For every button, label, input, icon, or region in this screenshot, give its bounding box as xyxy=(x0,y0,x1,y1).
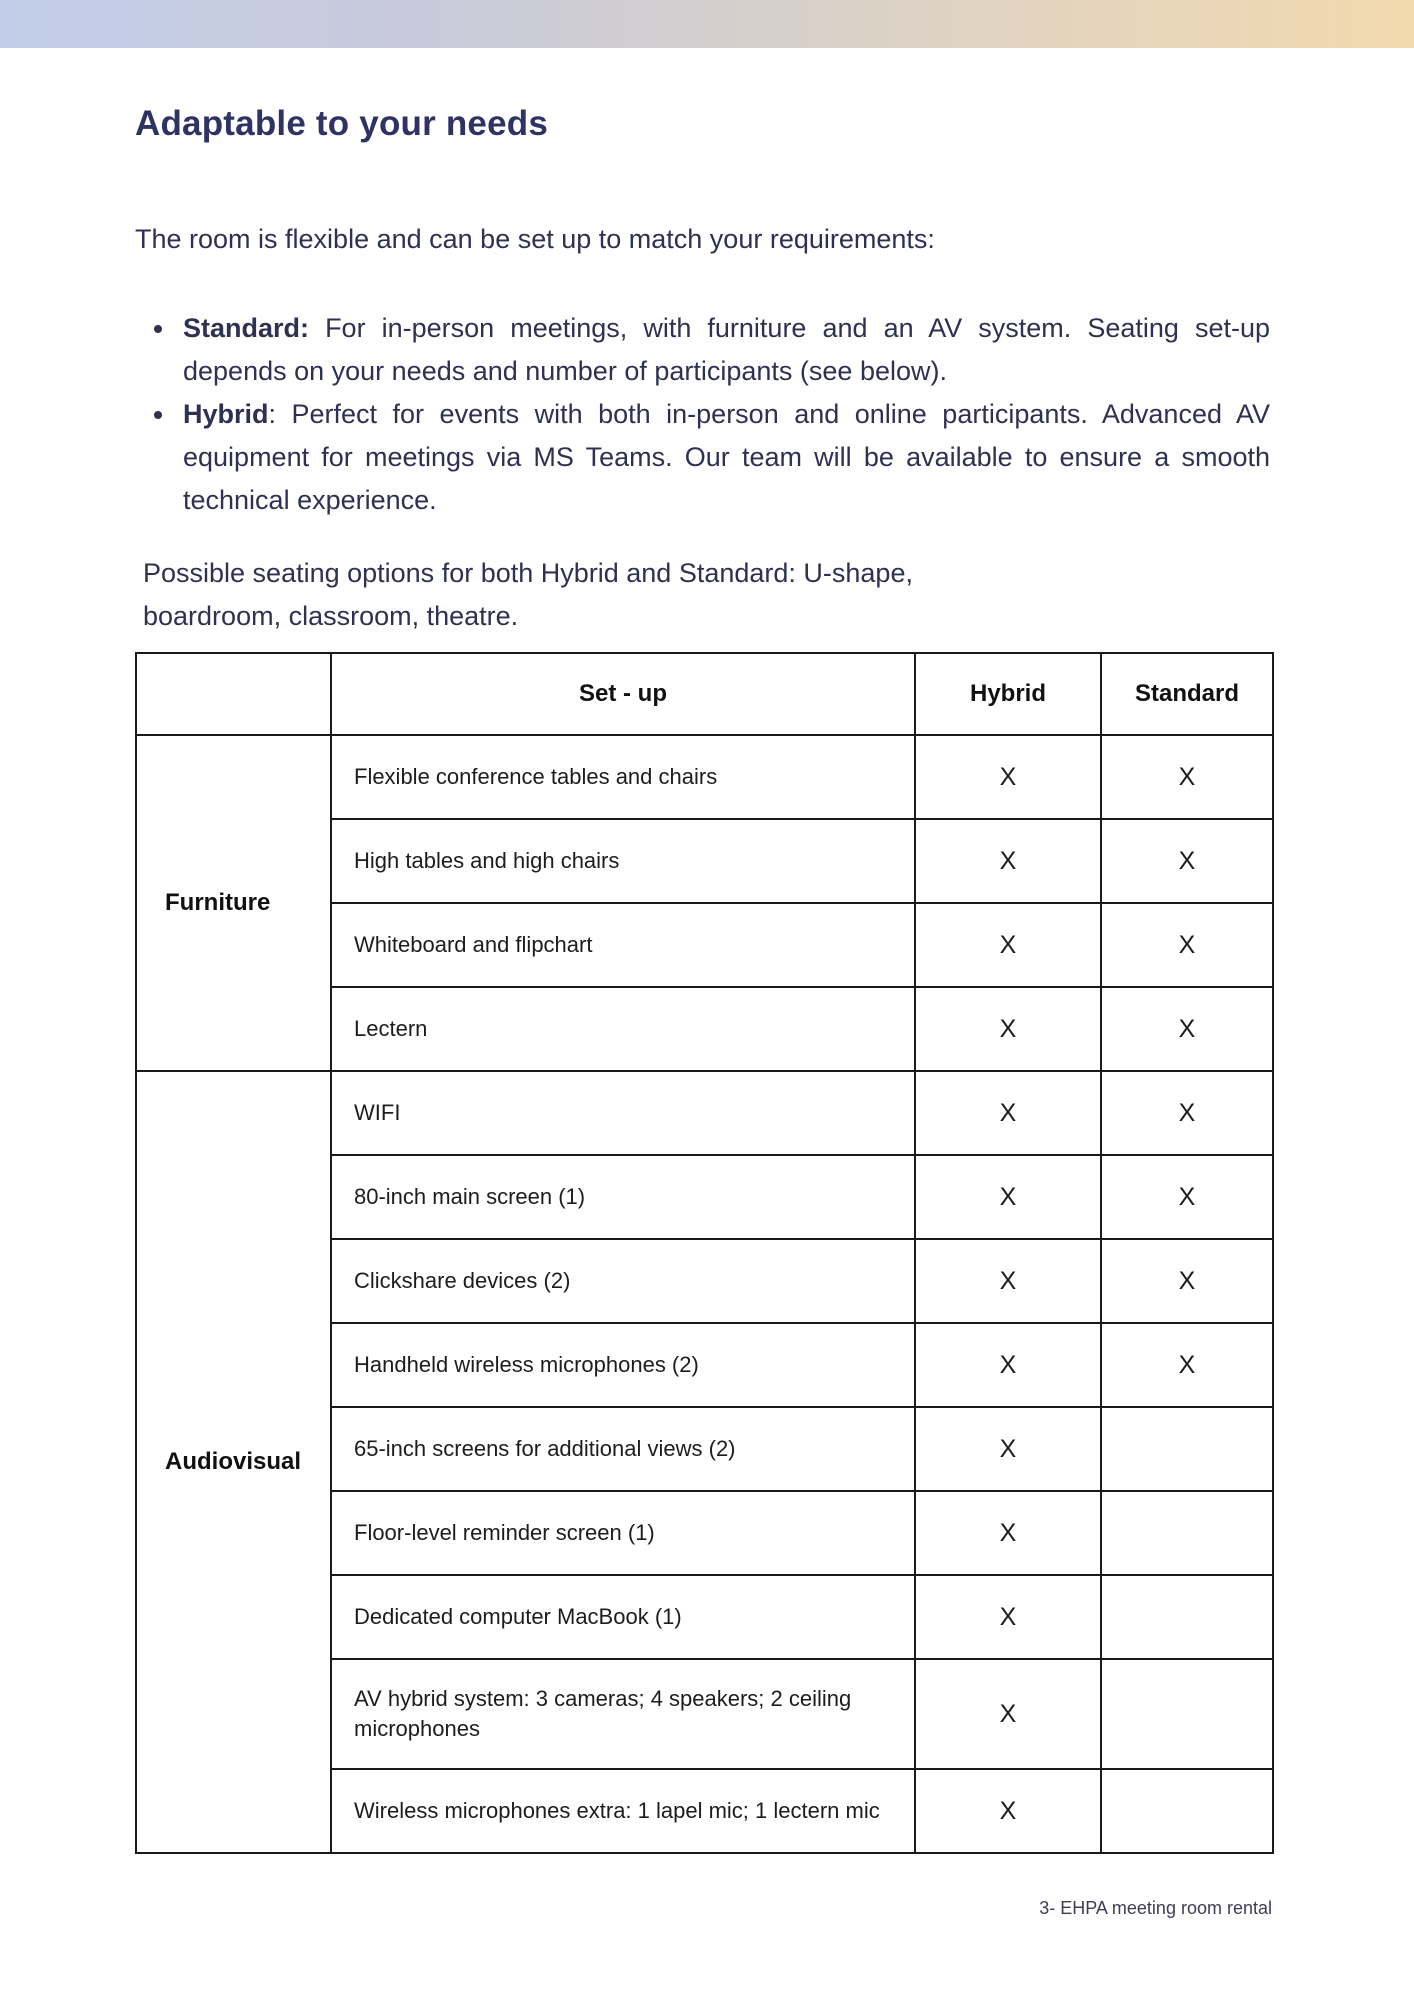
bullet-hybrid-text: : Perfect for events with both in-person and online participants. Advanced AV equipment for meetings via MS Teams. Our team will be available to ensure a smooth technical experience. xyxy=(183,399,1270,515)
setup-label-cell: Handheld wireless microphones (2) xyxy=(331,1323,915,1407)
setup-label-cell: Whiteboard and flipchart xyxy=(331,903,915,987)
standard-mark-cell: X xyxy=(1101,987,1273,1071)
setup-label-cell: 80-inch main screen (1) xyxy=(331,1155,915,1239)
page-content xyxy=(135,103,1270,1854)
standard-mark-cell xyxy=(1101,1491,1273,1575)
table-header-row xyxy=(136,653,1273,735)
equipment-table xyxy=(135,652,1274,1854)
setup-label-cell: 65-inch screens for additional views (2) xyxy=(331,1407,915,1491)
setup-label-cell: High tables and high chairs xyxy=(331,819,915,903)
setup-label-cell: WIFI xyxy=(331,1071,915,1155)
bullet-hybrid-lead: Hybrid xyxy=(183,399,269,429)
group-cell: Furniture xyxy=(136,735,331,1071)
page-footer: 3- EHPA meeting room rental xyxy=(1039,1898,1272,1918)
page-title: Adaptable to your needs xyxy=(135,104,548,143)
table-header-standard: Standard xyxy=(1101,653,1273,735)
setup-label-cell: Dedicated computer MacBook (1) xyxy=(331,1575,915,1659)
table-header-setup: Set - up xyxy=(331,653,915,735)
hybrid-mark-cell: X xyxy=(915,1575,1101,1659)
bullet-item-standard xyxy=(177,307,1270,393)
setup-label-cell: AV hybrid system: 3 cameras; 4 speakers; 2 ceiling microphones xyxy=(331,1659,915,1769)
hybrid-mark-cell: X xyxy=(915,819,1101,903)
standard-mark-cell: X xyxy=(1101,1071,1273,1155)
setup-label-cell: Lectern xyxy=(331,987,915,1071)
header-gradient-bar xyxy=(0,0,1414,48)
standard-mark-cell: X xyxy=(1101,735,1273,819)
hybrid-mark-cell: X xyxy=(915,1071,1101,1155)
standard-mark-cell: X xyxy=(1101,1323,1273,1407)
standard-mark-cell xyxy=(1101,1659,1273,1769)
setup-label-cell: Wireless microphones extra: 1 lapel mic; 1 lectern mic xyxy=(331,1769,915,1853)
setup-label-cell: Flexible conference tables and chairs xyxy=(331,735,915,819)
bullet-item-hybrid xyxy=(177,393,1270,522)
hybrid-mark-cell: X xyxy=(915,1407,1101,1491)
hybrid-mark-cell: X xyxy=(915,1769,1101,1853)
table-row xyxy=(136,735,1273,819)
standard-mark-cell: X xyxy=(1101,1239,1273,1323)
seating-options-paragraph: Possible seating options for both Hybrid and Standard: U-shape, boardroom, classroom, theatre. xyxy=(143,558,913,631)
standard-mark-cell: X xyxy=(1101,903,1273,987)
table-header-group xyxy=(136,653,331,735)
standard-mark-cell xyxy=(1101,1769,1273,1853)
group-cell: Audiovisual xyxy=(136,1071,331,1853)
intro-paragraph: The room is flexible and can be set up to match your requirements: xyxy=(135,224,935,254)
hybrid-mark-cell: X xyxy=(915,1659,1101,1769)
hybrid-mark-cell: X xyxy=(915,1239,1101,1323)
hybrid-mark-cell: X xyxy=(915,903,1101,987)
setup-label-cell: Floor-level reminder screen (1) xyxy=(331,1491,915,1575)
bullet-standard-lead: Standard: xyxy=(183,313,310,343)
hybrid-mark-cell: X xyxy=(915,735,1101,819)
hybrid-mark-cell: X xyxy=(915,1491,1101,1575)
hybrid-mark-cell: X xyxy=(915,1155,1101,1239)
bullet-list xyxy=(135,307,1270,522)
hybrid-mark-cell: X xyxy=(915,987,1101,1071)
standard-mark-cell: X xyxy=(1101,1155,1273,1239)
bullet-standard-text: For in-person meetings, with furniture and an AV system. Seating set-up depends on your needs and number of participants (see below). xyxy=(183,313,1270,386)
hybrid-mark-cell: X xyxy=(915,1323,1101,1407)
setup-label-cell: Clickshare devices (2) xyxy=(331,1239,915,1323)
table-row xyxy=(136,1071,1273,1155)
standard-mark-cell: X xyxy=(1101,819,1273,903)
table-header-hybrid: Hybrid xyxy=(915,653,1101,735)
standard-mark-cell xyxy=(1101,1575,1273,1659)
equipment-table-body xyxy=(136,735,1273,1853)
standard-mark-cell xyxy=(1101,1407,1273,1491)
